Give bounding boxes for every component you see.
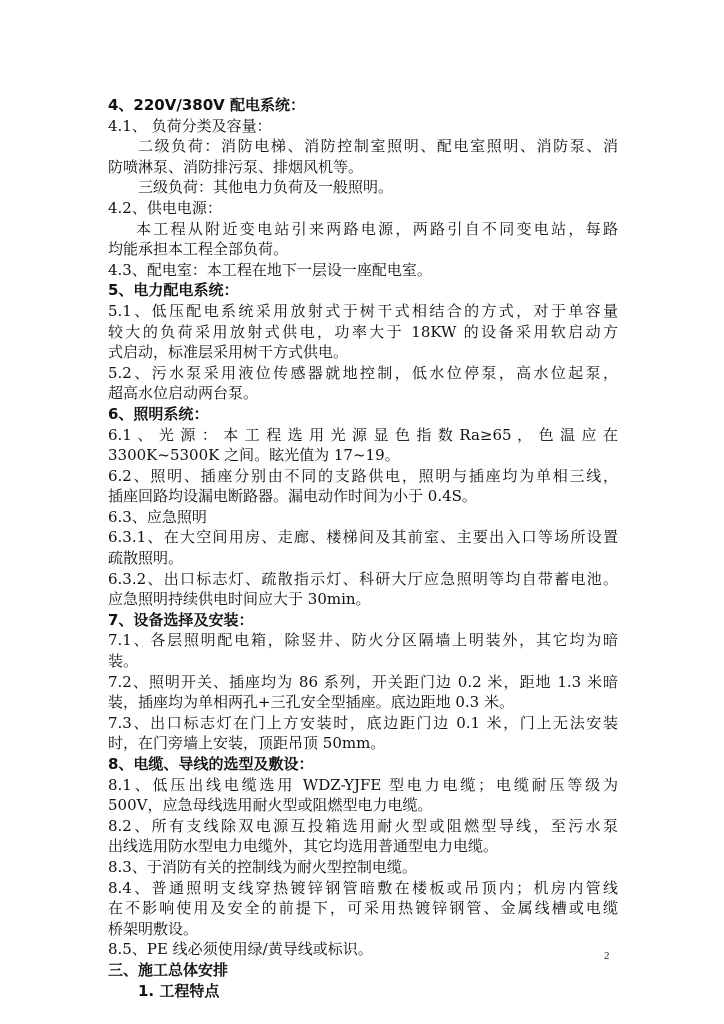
text-line: 三级负荷：其他电力负荷及一般照明。 [138,178,394,197]
text-line: 4.3、配电室：本工程在地下一层设一座配电室。 [108,260,432,279]
text-line: 式启动，标准层采用树干方式供电。 [108,343,349,362]
text-line: 8.2、所有支线除双电源互投箱选用耐火型或阻燃型导线，至污水泵 [108,816,618,835]
page-number: 2 [604,950,610,962]
text-line: 8.4、普通照明支线穿热镀锌钢管暗敷在楼板或吊顶内；机房内管线 [108,878,618,897]
text-line: 二级负荷：消防电梯、消防控制室照明、配电室照明、消防泵、消 [138,137,618,156]
text-line: 均能承担本工程全部负荷。 [108,240,289,259]
text-line: 在不影响使用及安全的前提下，可采用热镀锌钢管、金属线槽或电缆 [108,899,618,918]
text-line: 疏散照明。 [108,549,184,568]
text-line: 5.2、污水泵采用液位传感器就地控制，低水位停泵，高水位起泵， [108,363,618,382]
text-line: 4.1、 负荷分类及容量： [108,116,272,135]
text-line: 3300K~5300K 之间。眩光值为 17~19。 [108,446,400,465]
text-line: 6.1 、 光 源 ： 本 工 程 选 用 光 源 显 色 指 数 Ra≥65 ， 色 温 应 在 [108,425,618,444]
text-line: 防喷淋泵、消防排污泵、排烟风机等。 [108,157,364,176]
text-line: 6.2、照明、插座分别由不同的支路供电，照明与插座均为单相三线， [108,466,618,485]
section-heading: 8、电缆、导线的选型及敷设： [108,755,314,773]
text-line: 500V，应急母线选用耐火型或阻燃型电力电缆。 [108,796,433,815]
section-heading: 4、220V/380V 配电系统： [108,96,305,114]
section-heading: 三、施工总体安排 [108,960,229,979]
document-body [108,95,618,1001]
text-line: 装，插座均为单相两孔+三孔安全型插座。底边距地 0.3 米。 [108,693,514,712]
text-line: 出线选用防水型电力电缆外，其它均选用普通型电力电缆。 [108,837,499,856]
text-line: 6.3.2、出口标志灯、疏散指示灯、科研大厅应急照明等均自带蓄电池。 [108,569,618,588]
text-line: 7.1、各层照明配电箱，除竖井、防火分区隔墙上明装外，其它均为暗 [108,631,618,650]
text-line: 8.5、PE 线必须使用绿/黄导线或标识。 [108,940,373,959]
text-line: 插座回路均设漏电断路器。漏电动作时间为小于 0.4S。 [108,487,477,506]
text-line: 装。 [108,652,139,671]
text-line: 超高水位启动两台泵。 [108,384,259,403]
text-line: 5.1、低压配电系统采用放射式于树干式相结合的方式，对于单容量 [108,301,618,320]
text-line: 8.3、于消防有关的控制线为耐火型控制电缆。 [108,857,417,876]
text-line: 6.3、应急照明 [108,507,207,526]
text-line: 4.2、供电电源： [108,198,222,217]
text-line: 应急照明持续供电时间应大于 30min。 [108,590,371,609]
text-line: 7.3、出口标志灯在门上方安装时，底边距门边 0.1 米，门上无法安装 [108,713,618,732]
section-heading: 5、电力配电系统： [108,281,239,300]
section-heading: 6、照明系统： [108,404,209,423]
text-line: 8.1、低压出线电缆选用 WDZ-YJFE 型电力电缆；电缆耐压等级为 [108,775,618,794]
text-line: 较大的负荷采用放射式供电，功率大于 18KW 的设备采用软启动方 [108,322,618,341]
section-heading: 7、设备选择及安装： [108,610,254,629]
text-line: 桥架明敷设。 [108,919,199,938]
text-line: 7.2、照明开关、插座均为 86 系列，开关距门边 0.2 米，距地 1.3 米暗 [108,672,618,691]
text-line: 6.3.1、在大空间用房、走廊、楼梯间及其前室、主要出入口等场所设置 [108,528,618,547]
text-line: 本工程从附近变电站引来两路电源，两路引自不同变电站，每路 [136,219,618,238]
text-line: 时，在门旁墙上安装，顶距吊顶 50mm。 [108,734,386,753]
section-heading: 1. 工程特点 [138,981,220,1000]
